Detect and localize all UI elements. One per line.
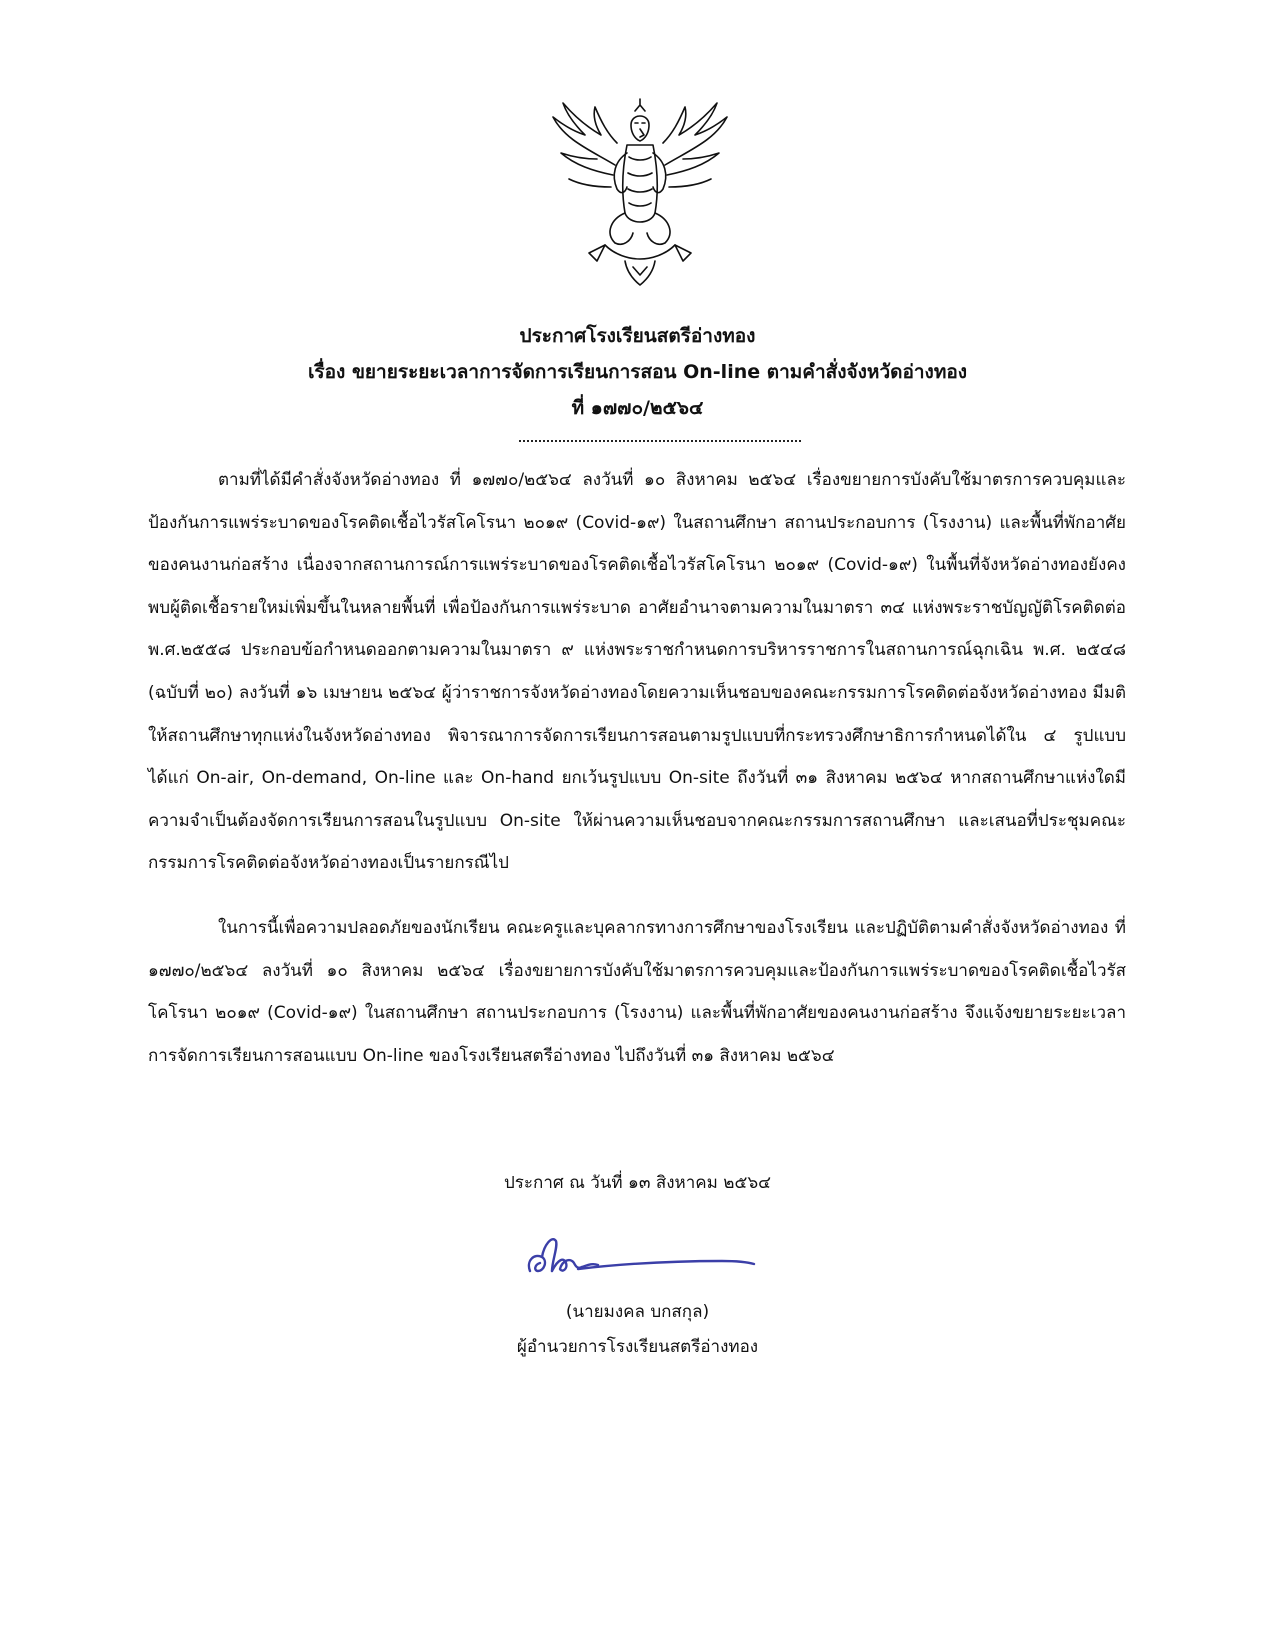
body-paragraph-1: ตามที่ได้มีคำสั่งจังหวัดอ่างทอง ที่ ๑๗๗๐/๒๕๖๔ ลงวันที่ ๑๐ สิงหาคม ๒๕๖๔ เรื่องขยายการบังคับใช้มาตรการควบคุมและป้องกันการแพร่ระบาดของโรคติดเชื้อไวรัสโคโรนา ๒๐๑๙ (Covid-๑๙) ในสถานศึกษา สถานประกอบการ (โรงงาน) และพื้นที่พักอาศัยของคนงานก่อสร้าง เนื่องจากสถานการณ์การแพร่ระบาดของโรคติดเชื้อไวรัสโคโรนา ๒๐๑๙ (Covid-๑๙) ในพื้นที่จังหวัดอ่างทองยังคงพบผู้ติดเชื้อรายใหม่เพิ่มขึ้นในหลายพื้นที่ เพื่อป้องกันการแพร่ระบาด อาศัยอำนาจตามความในมาตรา ๓๔ แห่งพระราชบัญญัติโรคติดต่อ พ.ศ.๒๕๕๘ ประกอบข้อกำหนดออกตามความในมาตรา ๙ แห่งพระราชกำหนดการบริหารราชการในสถานการณ์ฉุกเฉิน พ.ศ. ๒๕๔๘ (ฉบับที่ ๒๐) ลงวันที่ ๑๖ เมษายน ๒๕๖๔ ผู้ว่าราชการจังหวัดอ่างทองโดยความเห็นชอบของคณะกรรมการโรคติดต่อจังหวัดอ่างทอง มีมติให้สถานศึกษาทุกแห่งในจังหวัดอ่างทอง พิจารณาการจัดการเรียนการสอนตามรูปแบบที่กระทรวงศึกษาธิการกำหนดได้ใน ๔ รูปแบบ ได้แก่ On-air, On-demand, On-line และ On-hand ยกเว้นรูปแบบ On-site ถึงวันที่ ๓๑ สิงหาคม ๒๕๖๔ หากสถานศึกษาแห่งใดมีความจำเป็นต้องจัดการเรียนการสอนในรูปแบบ On-site ให้ผ่านความเห็นชอบจากคณะกรรมการสถานศึกษา และเสนอที่ประชุมคณะกรรมการโรคติดต่อจังหวัดอ่างทองเป็นรายกรณีไป	[148, 470, 1126, 874]
signer-position: ผู้อำนวยการโรงเรียนสตรีอ่างทอง	[516, 1337, 759, 1357]
document-header	[0, 318, 1275, 426]
garuda-emblem-icon	[545, 95, 735, 290]
signature-image	[522, 1227, 762, 1287]
signer-name: (นายมงคล บกสกุล)	[565, 1302, 710, 1322]
document-number: ที่ ๑๗๗๐/๒๕๖๔	[571, 397, 704, 419]
document-subject: เรื่อง ขยายระยะเวลาการจัดการเรียนการสอน On-line ตามคำสั่งจังหวัดอ่างทอง	[307, 361, 968, 383]
document-title: ประกาศโรงเรียนสตรีอ่างทอง	[519, 325, 756, 347]
announcement-date: ประกาศ ณ วันที่ ๑๓ สิงหาคม ๒๕๖๔	[504, 1173, 771, 1193]
body-paragraph-2: ในการนี้เพื่อความปลอดภัยของนักเรียน คณะครูและบุคลากรทางการศึกษาของโรงเรียน และปฏิบัติตามคำสั่งจังหวัดอ่างทอง ที่ ๑๗๗๐/๒๕๖๔ ลงวันที่ ๑๐ สิงหาคม ๒๕๖๔ เรื่องขยายการบังคับใช้มาตรการควบคุมและป้องกันการแพร่ระบาดของโรคติดเชื้อไวรัสโคโรนา ๒๐๑๙ (Covid-๑๙) ในสถานศึกษา สถานประกอบการ (โรงงาน) และพื้นที่พักอาศัยของคนงานก่อสร้าง จึงแจ้งขยายระยะเวลาการจัดการเรียนการสอนแบบ On-line ของโรงเรียนสตรีอ่างทอง ไปถึงวันที่ ๓๑ สิงหาคม ๒๕๖๔	[148, 918, 1126, 1066]
header-divider	[519, 440, 801, 442]
